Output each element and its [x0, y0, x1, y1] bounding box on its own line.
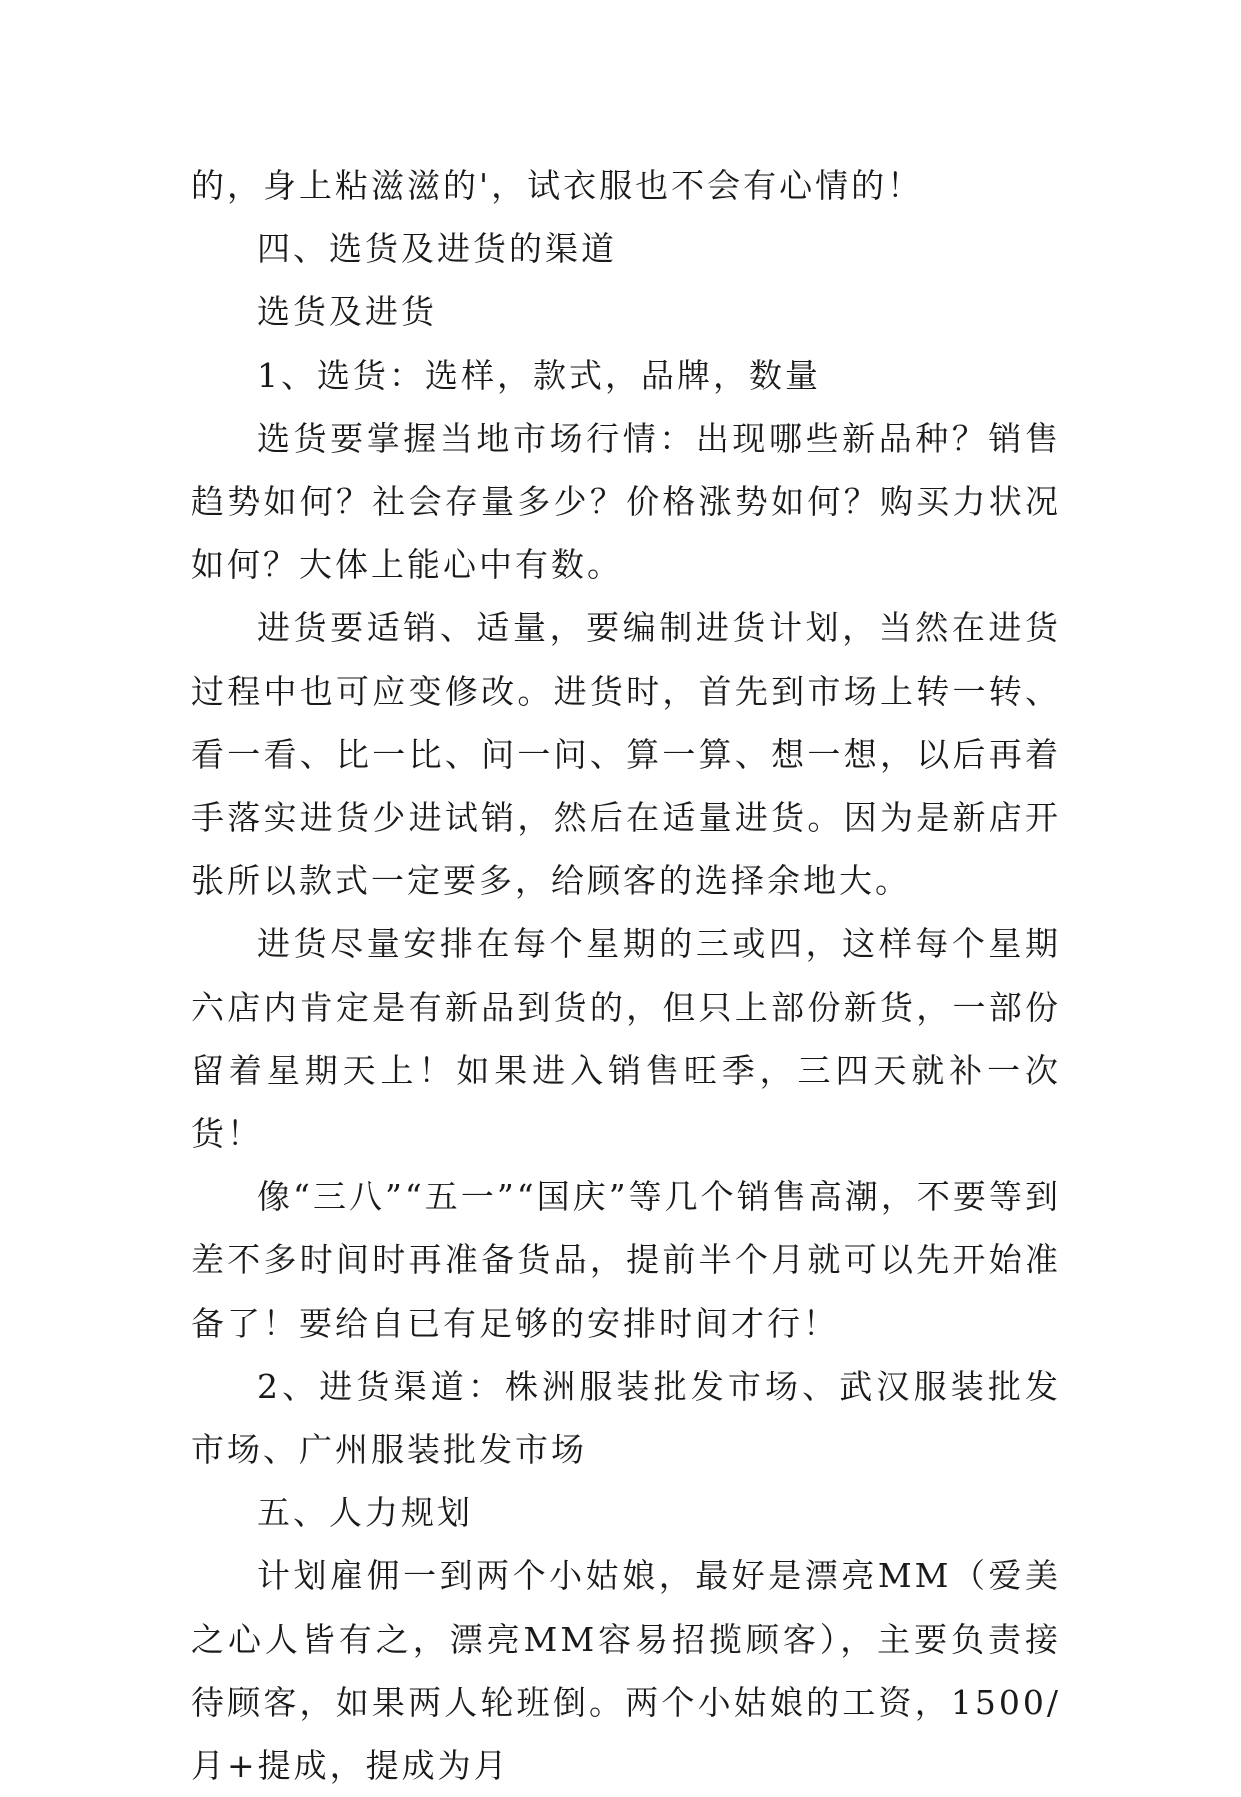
- paragraph-continuation: 的，身上粘滋滋的'，试衣服也不会有心情的！: [191, 166, 924, 205]
- list-item-selection: 1、选货：选样，款式，品牌，数量: [257, 355, 821, 395]
- document-body: [191, 154, 1061, 1797]
- list-item-channels: 2、进货渠道：株洲服装批发市场、武汉服装批发市场、广州服装批发市场: [191, 1366, 1061, 1470]
- paragraph-holidays: 像“三八”“五一”“国庆”等几个销售高潮，不要等到差不多时间时再准备货品，提前半个月就可以先开始准备了！要给自已有足够的安排时间才行！: [191, 1177, 1061, 1343]
- heading-section-four: 四、选货及进货的渠道: [257, 229, 617, 269]
- paragraph-schedule: 进货尽量安排在每个星期的三或四，这样每个星期六店内肯定是有新品到货的，但只上部份新货，一部份留着星期天上！如果进入销售旺季，三四天就补一次货！: [191, 924, 1061, 1154]
- heading-section-five: 五、人力规划: [257, 1493, 473, 1533]
- subheading-selection: 选货及进货: [257, 292, 437, 332]
- paragraph-market: 选货要掌握当地市场行情：出现哪些新品种？销售趋势如何？社会存量多少？价格涨势如何？购买力状况如何？大体上能心中有数。: [191, 418, 1061, 585]
- paragraph-staffing: 计划雇佣一到两个小姑娘，最好是漂亮MM（爱美之心人皆有之，漂亮MM容易招揽顾客），主要负责接待顾客，如果两人轮班倒。两个小姑娘的工资，1500/月+提成，提成为月: [191, 1556, 1061, 1786]
- paragraph-purchase-plan: 进货要适销、适量，要编制进货计划，当然在进货过程中也可应变修改。进货时，首先到市场上转一转、看一看、比一比、问一问、算一算、想一想，以后再着手落实进货少进试销，然后在适量进货。因为是新店开张所以款式一定要多，给顾客的选择余地大。: [191, 608, 1061, 901]
